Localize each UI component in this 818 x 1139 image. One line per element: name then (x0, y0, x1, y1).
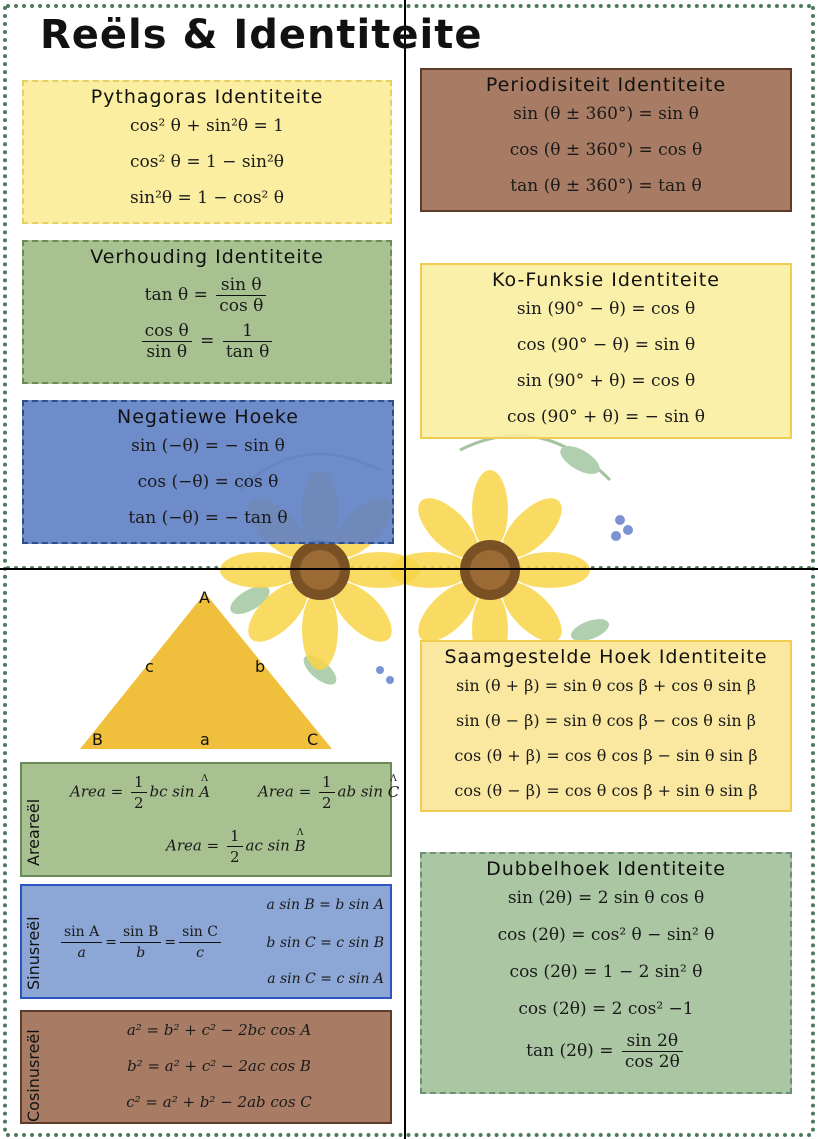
saamgestelde-eq-1: sin (θ + β) = sin θ cos β + cos θ sin β (456, 676, 756, 695)
side-b-label: b (255, 657, 266, 676)
dubbelhoek-eq-2: cos (2θ) = cos² θ − sin² θ (497, 925, 715, 945)
area-eq-2-rest: ab sin (337, 782, 383, 801)
cosine-rule-box (20, 1010, 392, 1124)
area-word: Area (166, 836, 202, 855)
dubbelhoek-eq-1: sin (2θ) = 2 sin θ cos θ (507, 888, 705, 908)
triangle-shape (80, 593, 332, 749)
negatiewe-hoeke-box (22, 400, 394, 544)
fraction-denominator: sin θ (146, 342, 188, 362)
fraction-numerator: cos θ (142, 321, 192, 342)
tan-2theta-lhs: tan (2θ) = (526, 1041, 614, 1061)
verhouding-heading: Verhouding Identiteite (90, 246, 324, 268)
dotted-border-bottom (6, 1131, 812, 1137)
equals-sign: = (298, 782, 312, 801)
verhouding-eq-ratio (24, 318, 390, 364)
sine-rule-label: Sinusreël (24, 916, 43, 990)
tan-lhs: tan θ = (144, 285, 208, 305)
cosine-rule-eq-1: a² = b² + c² − 2bc cos A (126, 1021, 312, 1039)
kofunksie-eq-4: cos (90° + θ) = − sin θ (506, 407, 705, 427)
equals-sign: = (206, 836, 220, 855)
fraction-denominator: 2 (229, 848, 240, 866)
side-c-label: c (145, 657, 154, 676)
half-fraction (227, 826, 243, 867)
vertex-b-label: B (92, 730, 103, 749)
kofunksie-eq-3: sin (90° + θ) = cos θ (516, 371, 696, 391)
area-rule-label: Areareël (24, 798, 43, 866)
area-eq-2 (258, 772, 399, 813)
saamgestelde-eq-2: sin (θ − β) = sin θ cos β − cos θ sin β (456, 711, 756, 730)
fraction-denominator: cos θ (219, 296, 264, 316)
half-fraction (319, 772, 335, 813)
saamgestelde-heading: Saamgestelde Hoek Identiteite (444, 646, 768, 668)
pythagoras-eq-1: cos² θ + sin²θ = 1 (129, 116, 284, 136)
fraction-numerator: 1 (223, 321, 273, 342)
negatiewe-eq-2: cos (−θ) = cos θ (137, 472, 279, 492)
angle-b-hat: Λ B (295, 828, 306, 864)
sine-rule-box (20, 884, 392, 999)
sin-over-cos-fraction (216, 275, 266, 316)
area-word: Area (258, 782, 294, 801)
cosine-rule-eq-3: c² = a² + b² − 2ab cos C (126, 1093, 312, 1111)
saamgestelde-eq-4: cos (θ − β) = cos θ cos β + sin θ sin β (454, 781, 758, 800)
kofunksie-heading: Ko-Funksie Identiteite (492, 269, 720, 291)
angle-c-hat: Λ C (388, 774, 399, 810)
negatiewe-eq-3: tan (−θ) = − tan θ (128, 508, 288, 528)
dubbelhoek-eq-4: cos (2θ) = 2 cos² −1 (518, 999, 694, 1019)
cos-over-sin-fraction (142, 321, 192, 362)
area-eq-3 (166, 826, 306, 867)
fraction-denominator: tan θ (225, 342, 270, 362)
saamgestelde-eq-3: cos (θ + β) = cos θ cos β − sin θ sin β (454, 746, 758, 765)
quadrant-divider-vertical (404, 0, 406, 1139)
area-rule-box (20, 762, 400, 877)
pythagoras-eq-2: cos² θ = 1 − sin²θ (129, 152, 284, 172)
fraction-numerator: sin θ (216, 275, 266, 296)
kofunksie-eq-2: cos (90° − θ) = sin θ (516, 335, 696, 355)
negatiewe-eq-1: sin (−θ) = − sin θ (131, 436, 285, 456)
page-title: Reëls & Identiteite (40, 12, 483, 58)
fraction-denominator: 2 (133, 794, 144, 812)
sine-rule-eq-3: a sin C = c sin A (267, 971, 384, 987)
fraction-denominator: cos 2θ (624, 1052, 680, 1072)
vertex-a-label: A (199, 588, 210, 607)
half-fraction (131, 772, 147, 813)
dubbelhoek-heading: Dubbelhoek Identiteite (486, 858, 726, 880)
sin-b-over-b-fraction (120, 922, 161, 963)
fraction-numerator: sin A (61, 922, 102, 943)
fraction-numerator: 1 (227, 826, 243, 847)
fraction-numerator: sin 2θ (622, 1031, 683, 1052)
saamgestelde-box (420, 640, 792, 812)
dotted-border-top (6, 4, 812, 10)
periodisiteit-eq-3: tan (θ ± 360°) = tan θ (510, 176, 702, 196)
periodisiteit-eq-2: cos (θ ± 360°) = cos θ (509, 140, 703, 160)
vertex-c-label: C (307, 730, 319, 749)
fraction-numerator: 1 (131, 772, 147, 793)
sin2-over-cos2-fraction (622, 1031, 683, 1072)
equals-sign: = (164, 934, 177, 951)
kofunksie-eq-1: sin (90° − θ) = cos θ (516, 299, 696, 319)
equals-sign: = (105, 934, 117, 951)
area-word: Area (70, 782, 106, 801)
side-a-label: a (200, 730, 210, 749)
area-eq-1 (70, 772, 210, 813)
sine-rule-eq-2: b sin C = c sin B (266, 935, 384, 951)
fraction-denominator: a (77, 945, 86, 961)
verhouding-eq-tan (24, 272, 390, 318)
cosine-rule-label: Cosinusreël (24, 1029, 43, 1122)
sine-rule-eq-1: a sin B = b sin A (266, 897, 384, 913)
fraction-numerator: sin C (179, 922, 221, 943)
fraction-denominator: b (136, 945, 146, 961)
sin-c-over-c-fraction (179, 922, 221, 963)
negatiewe-heading: Negatiewe Hoeke (117, 406, 299, 428)
pythagoras-eq-3: sin²θ = 1 − cos² θ (129, 188, 284, 208)
area-eq-1-rest: bc sin (149, 782, 195, 801)
sine-rule-fraction-eq (58, 922, 224, 963)
dubbelhoek-eq-tan (422, 1028, 790, 1074)
quadrant-divider-horizontal (0, 568, 818, 570)
fraction-denominator: c (196, 945, 204, 961)
equals-sign: = (200, 331, 215, 351)
sin-a-over-a-fraction (61, 922, 102, 963)
fraction-numerator: sin B (120, 922, 161, 943)
dubbelhoek-eq-3: cos (2θ) = 1 − 2 sin² θ (509, 962, 703, 982)
fraction-denominator: 2 (321, 794, 332, 812)
periodisiteit-heading: Periodisiteit Identiteite (485, 74, 727, 96)
fraction-numerator: 1 (319, 772, 335, 793)
angle-a-hat: Λ A (199, 774, 210, 810)
dubbelhoek-box (420, 852, 792, 1094)
periodisiteit-box (420, 68, 792, 212)
periodisiteit-eq-1: sin (θ ± 360°) = sin θ (513, 104, 699, 124)
cosine-rule-eq-2: b² = a² + c² − 2ac cos B (127, 1057, 311, 1075)
area-eq-3-rest: ac sin (245, 836, 290, 855)
one-over-tan-fraction (223, 321, 273, 362)
verhouding-box (22, 240, 392, 384)
pythagoras-box (22, 80, 392, 224)
pythagoras-heading: Pythagoras Identiteite (90, 86, 324, 108)
equals-sign: = (110, 782, 124, 801)
kofunksie-box (420, 263, 792, 439)
